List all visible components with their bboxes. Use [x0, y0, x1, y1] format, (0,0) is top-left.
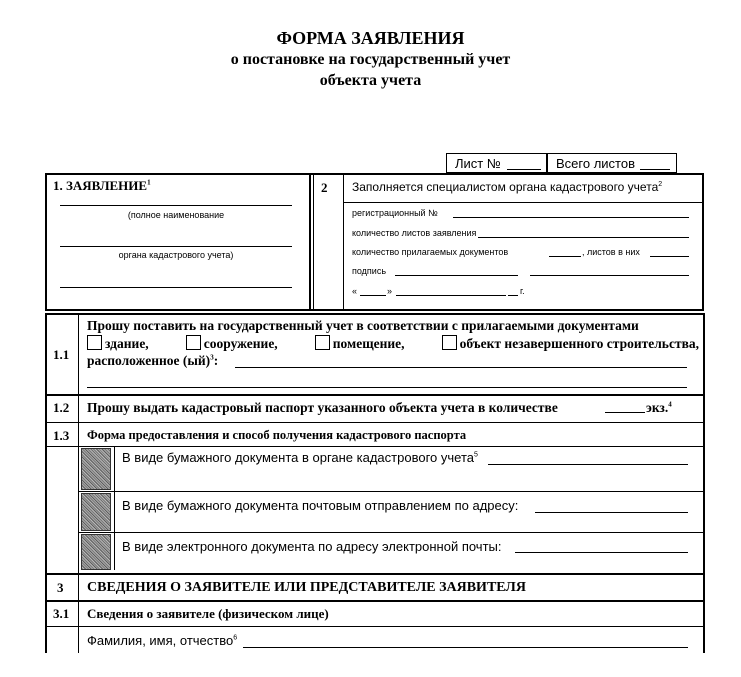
authority-name-line-3[interactable] — [60, 287, 292, 288]
location-field-2[interactable] — [87, 387, 687, 388]
row-1-2-suffix: экз.$^4$ — [646, 400, 672, 415]
row-1-2-text: Прошу выдать кадастровый паспорт указанного объекта учета в количестве — [87, 400, 558, 415]
form-title: ФОРМА ЗАЯВЛЕНИЯ — [276, 28, 465, 48]
form-subtitle-line1: о постановке на государственный учет — [230, 51, 511, 68]
signature-field[interactable] — [395, 275, 518, 276]
checkbox-premises[interactable] — [315, 335, 330, 350]
sheet-number-label: Лист № — [455, 156, 501, 171]
authority-caption-1: (полное наименование — [127, 210, 225, 220]
row-1-3-number: 1.3 — [53, 428, 70, 443]
fio-field[interactable] — [243, 647, 688, 648]
section1-heading: 1. ЗАЯВЛЕНИЕ$^1$ — [53, 178, 151, 193]
row-1-2-number: 1.2 — [53, 400, 70, 415]
row-1-3-text: Форма предоставления и способ получения кадастрового паспорта — [87, 428, 467, 442]
checkbox-building[interactable] — [87, 335, 102, 350]
sheet-number-box[interactable] — [446, 153, 547, 173]
option-premises[interactable]: помещение, — [315, 335, 405, 352]
option1-checkbox-shaded[interactable] — [81, 448, 111, 490]
checkbox-structure[interactable] — [186, 335, 201, 350]
date-day-field[interactable] — [360, 295, 386, 296]
form-subtitle-line2: объекта учета — [319, 72, 422, 89]
email-address-field[interactable] — [515, 552, 688, 553]
date-month-field[interactable] — [396, 295, 506, 296]
option-unfinished[interactable]: объект незавершенного строительства, — [442, 335, 699, 352]
signature-name-field[interactable] — [530, 275, 689, 276]
option2-checkbox-shaded[interactable] — [81, 493, 111, 531]
sheets-count-label: количество листов заявления — [352, 228, 477, 238]
authority-name-line-2[interactable] — [60, 246, 292, 247]
row-1-1-options — [87, 335, 699, 352]
sheets-count-field[interactable] — [478, 237, 689, 238]
total-sheets-box[interactable] — [547, 153, 677, 173]
date-open-quote: « — [352, 286, 358, 296]
option1-field[interactable] — [488, 464, 688, 465]
authority-name-line-1[interactable] — [60, 205, 292, 206]
row-3-1-number: 3.1 — [53, 606, 70, 621]
fio-label: Фамилия, имя, отчество$^6$ — [87, 633, 238, 648]
docs-sheets-field[interactable] — [650, 256, 689, 257]
row-1-1-line1: Прошу поставить на государственный учет в соответствии с прилагаемыми документами — [87, 318, 639, 333]
location-field-1[interactable] — [235, 367, 687, 368]
row-3-number: 3 — [57, 580, 64, 595]
option3-checkbox-shaded[interactable] — [81, 534, 111, 570]
reg-no-label: регистрационный № — [352, 208, 438, 218]
option-structure[interactable]: сооружение, — [186, 335, 278, 352]
delivery-option-1: В виде бумажного документа в органе кадастрового учета$^5$ — [122, 450, 478, 465]
postal-address-field[interactable] — [535, 512, 688, 513]
row-1-1-line3: расположенное (ый)$^3$: — [87, 353, 219, 368]
date-year-suffix: г. — [520, 286, 525, 296]
section2-number: 2 — [321, 180, 328, 195]
checkbox-unfinished[interactable] — [442, 335, 457, 350]
docs-count-label: количество прилагаемых документов — [352, 247, 509, 257]
docs-sheets-label: , листов в них — [582, 247, 640, 257]
docs-count-field[interactable] — [549, 256, 581, 257]
delivery-option-2: В виде бумажного документа почтовым отправлением по адресу: — [122, 498, 519, 513]
date-year-field[interactable] — [508, 295, 518, 296]
reg-no-field[interactable] — [453, 217, 689, 218]
row-1-1-number: 1.1 — [53, 347, 70, 362]
option-building[interactable]: здание, — [87, 335, 149, 352]
section2-heading: Заполняется специалистом органа кадастрового учета$^2$ — [352, 180, 663, 194]
copies-count-field[interactable] — [605, 412, 645, 413]
total-sheets-label: Всего листов — [556, 156, 635, 171]
authority-caption-2: органа кадастрового учета) — [118, 250, 234, 260]
signature-label: подпись — [352, 266, 387, 276]
delivery-option-3: В виде электронного документа по адресу электронной почты: — [122, 539, 502, 554]
row-3-text: СВЕДЕНИЯ О ЗАЯВИТЕЛЕ ИЛИ ПРЕДСТАВИТЕЛЕ ЗАЯВИТЕЛЯ — [87, 580, 526, 595]
date-close-quote: » — [387, 286, 393, 296]
row-3-1-text: Сведения о заявителе (физическом лице) — [87, 606, 329, 621]
